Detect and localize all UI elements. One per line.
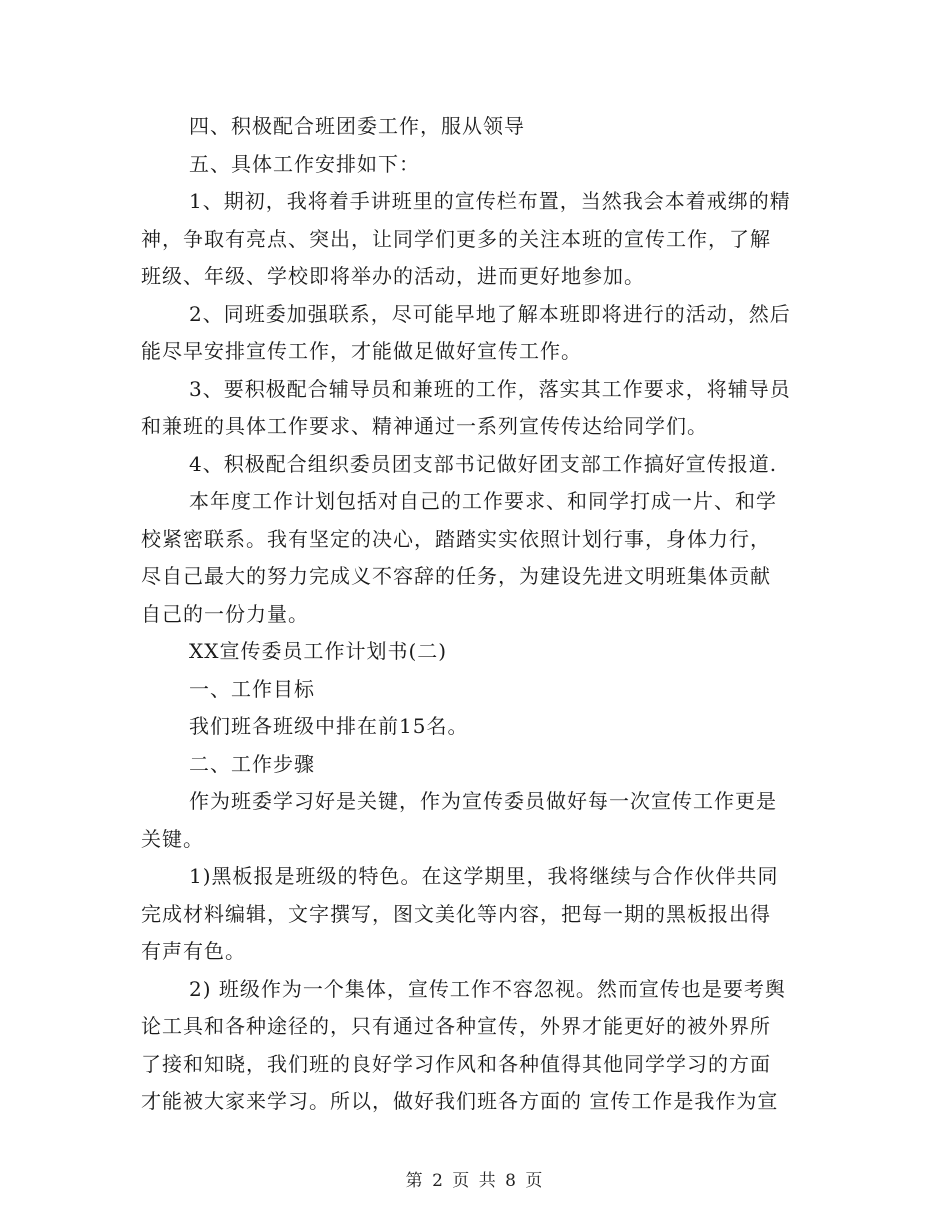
section-heading: 四、积极配合班团委工作，服从领导 xyxy=(189,114,525,138)
page-number-footer: 第 2 页 共 8 页 xyxy=(405,1171,545,1191)
paragraph-line: 神，争取有亮点、突出，让同学们更多的关注本班的宣传工作，了解 xyxy=(141,226,771,251)
paragraph-line: 2、同班委加强联系，尽可能早地了解本班即将进行的活动，然后 xyxy=(189,301,791,326)
paragraph-line: 班级、年级、学校即将举办的活动，进而更好地参加。 xyxy=(141,264,645,288)
document-subtitle: XX宣传委员工作计划书(二) xyxy=(189,639,448,663)
document-body xyxy=(141,108,811,1121)
paragraph-line: 才能被大家来学习。所以，做好我们班各方面的 宣传工作是我作为宣 xyxy=(141,1089,779,1113)
paragraph-line: 论工具和各种途径的，只有通过各种宣传，外界才能更好的被外界所 xyxy=(141,1014,771,1038)
paragraph-line: 能尽早安排宣传工作，才能做足做好宣传工作。 xyxy=(141,339,582,363)
paragraph-line: 尽自己最大的努力完成义不容辞的任务，为建设先进文明班集体贡献 xyxy=(141,564,771,588)
paragraph-line: 完成材料编辑，文字撰写，图文美化等内容，把每一期的黑板报出得 xyxy=(141,901,771,926)
paragraph-line: 关键。 xyxy=(141,826,204,851)
paragraph-line: 和兼班的具体工作要求、精神通过一系列宣传传达给同学们。 xyxy=(141,414,708,438)
paragraph-line: 自己的一份力量。 xyxy=(141,601,309,626)
paragraph-line: 本年度工作计划包括对自己的工作要求、和同学打成一片、和学 xyxy=(189,489,777,513)
paragraph-line: 了接和知晓，我们班的良好学习作风和各种值得其他同学学习的方面 xyxy=(141,1051,771,1076)
paragraph-line: 3、要积极配合辅导员和兼班的工作，落实其工作要求，将辅导员 xyxy=(189,376,791,401)
section-heading: 二、工作步骤 xyxy=(189,751,315,776)
section-heading: 一、工作目标 xyxy=(189,676,315,701)
section-heading: 五、具体工作安排如下： xyxy=(189,151,420,176)
paragraph-line: 1、期初，我将着手讲班里的宣传栏布置，当然我会本着戒绑的精 xyxy=(189,189,791,213)
paragraph-line: 1)黑板报是班级的特色。在这学期里，我将继续与合作伙伴共同 xyxy=(189,864,779,888)
paragraph-line: 4、积极配合组织委员团支部书记做好团支部工作搞好宣传报道. xyxy=(189,451,778,476)
paragraph-line: 有声有色。 xyxy=(141,939,246,963)
paragraph-line: 作为班委学习好是关键，作为宣传委员做好每一次宣传工作更是 xyxy=(189,789,777,813)
paragraph-line: 我们班各班级中排在前15名。 xyxy=(189,714,469,738)
paragraph-line: 校紧密联系。我有坚定的决心，踏踏实实依照计划行事，身体力行， xyxy=(141,526,771,551)
paragraph-line: 2) 班级作为一个集体，宣传工作不容忽视。然而宣传也是要考舆 xyxy=(189,976,786,1001)
